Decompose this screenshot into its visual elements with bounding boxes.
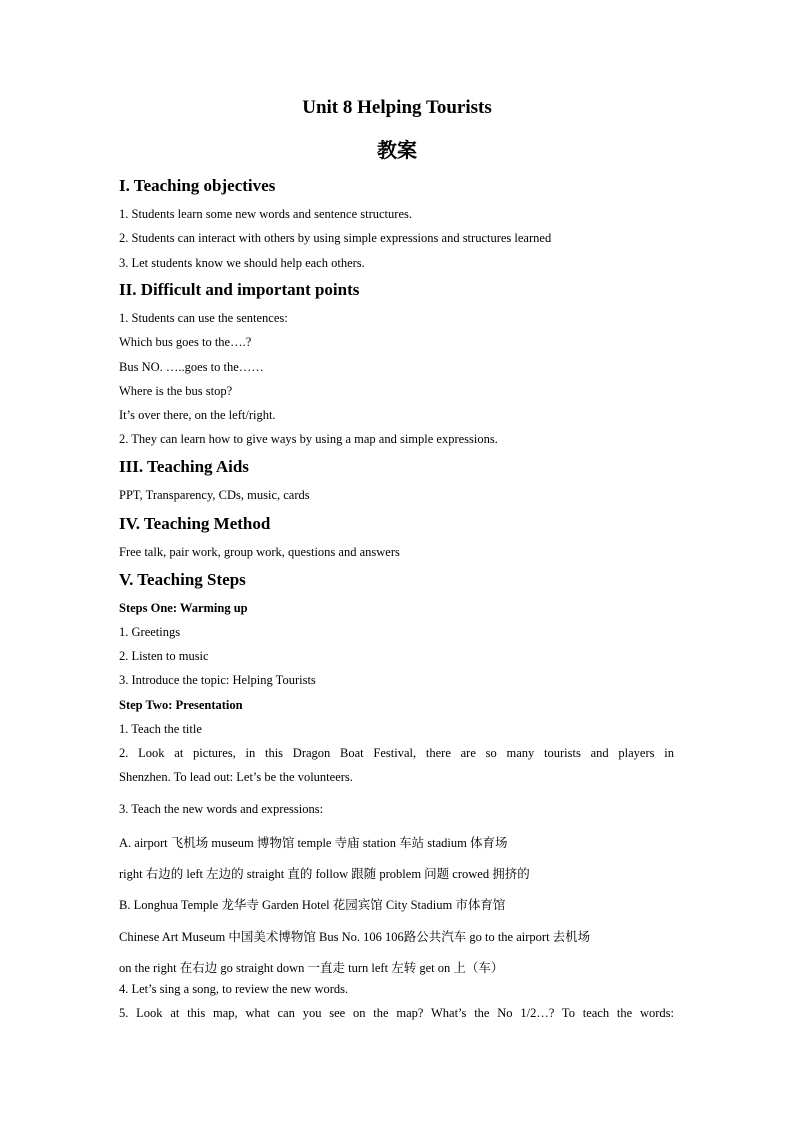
- step-one-heading: Steps One: Warming up: [119, 601, 248, 615]
- vocabulary-line: Chinese Art Museum 中国美术博物馆 Bus No. 106 106路公共汽车 go to the airport 去机场: [119, 930, 591, 944]
- vocabulary-line: B. Longhua Temple 龙华寺 Garden Hotel 花园宾馆 City Stadium 市体育馆: [119, 898, 506, 912]
- section-heading-steps: V. Teaching Steps: [119, 570, 246, 589]
- step-two-heading: Step Two: Presentation: [119, 698, 243, 712]
- document-subtitle: 教案: [377, 140, 417, 162]
- method-line: Free talk, pair work, group work, questions and answers: [119, 545, 400, 559]
- points-line: It’s over there, on the left/right.: [119, 408, 276, 422]
- step-two-line: 3. Teach the new words and expressions:: [119, 802, 324, 816]
- step-one-line: 2. Listen to music: [119, 649, 209, 663]
- step-two-line: Shenzhen. To lead out: Let’s be the volunteers.: [119, 770, 353, 784]
- section-heading-objectives: I. Teaching objectives: [119, 176, 276, 195]
- vocabulary-line: right 右边的 left 左边的 straight 直的 follow 跟随 problem 问题 crowed 拥挤的: [119, 867, 530, 881]
- vocabulary-line: A. airport 飞机场 museum 博物馆 temple 寺庙 station 车站 stadium 体育场: [119, 836, 508, 850]
- objective-line: 2. Students can interact with others by using simple expressions and structures learned: [119, 231, 552, 245]
- section-heading-method: IV. Teaching Method: [119, 514, 271, 533]
- objective-line: 1. Students learn some new words and sentence structures.: [119, 207, 412, 221]
- step-two-line: 1. Teach the title: [119, 722, 202, 736]
- step-two-line: 4. Let’s sing a song, to review the new words.: [119, 982, 349, 996]
- step-two-line: 2. Look at pictures, in this Dragon Boat Festival, there are so many tourists and players in: [119, 746, 674, 760]
- aids-line: PPT, Transparency, CDs, music, cards: [119, 488, 310, 502]
- step-one-line: 3. Introduce the topic: Helping Tourists: [119, 673, 316, 687]
- section-heading-aids: III. Teaching Aids: [119, 457, 249, 476]
- points-line: 2. They can learn how to give ways by using a map and simple expressions.: [119, 432, 498, 446]
- points-line: Which bus goes to the….?: [119, 335, 252, 349]
- vocabulary-line: on the right 在右边 go straight down 一直走 turn left 左转 get on 上（车）: [119, 961, 504, 975]
- points-line: Bus NO. …..goes to the……: [119, 360, 264, 374]
- points-line: 1. Students can use the sentences:: [119, 311, 288, 325]
- step-two-line: 5. Look at this map, what can you see on the map? What’s the No 1/2…? To teach the words:: [119, 1006, 674, 1020]
- points-line: Where is the bus stop?: [119, 384, 233, 398]
- section-heading-points: II. Difficult and important points: [119, 280, 360, 299]
- step-one-line: 1. Greetings: [119, 625, 181, 639]
- objective-line: 3. Let students know we should help each others.: [119, 256, 365, 270]
- document-title: Unit 8 Helping Tourists: [302, 97, 492, 118]
